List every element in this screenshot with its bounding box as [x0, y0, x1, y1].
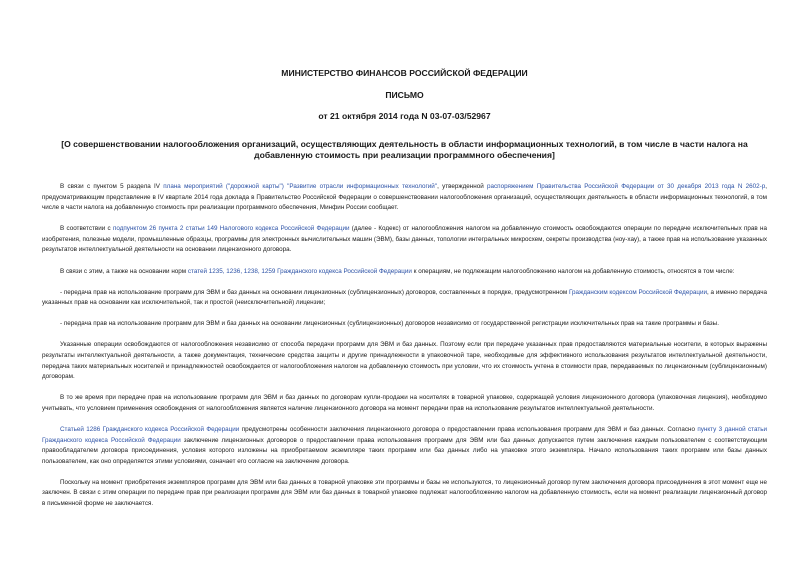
link-civil-code-articles[interactable]: статей 1235, 1236, 1238, 1259 Гражданского кодекса Российской Федерации: [187, 267, 412, 275]
paragraph-1: [42, 182, 767, 214]
paragraph-text: В связи с пунктом 5 раздела IV: [60, 183, 164, 190]
paragraph-2: [42, 224, 767, 256]
link-roadmap-plan[interactable]: плана мероприятий ("дорожной карты") "Развитие отрасли информационных технологий": [163, 183, 438, 190]
paragraph-8: [42, 425, 767, 467]
paragraph-7: В то же время при передаче прав на использование программ для ЭВМ и баз данных по договорам купли-продажи на носителях в товарной упаковке, содержащей условия лицензионного договора (упаковочная лицензия), необходимо учитывать, что условием применения освобождения от налогообложения является наличие лицензионного договора на момент передачи прав на использование результатов интеллектуальной деятельности.: [42, 394, 767, 412]
paragraph-text: - передача прав на использование программ для ЭВМ и баз данных на основании лицензионных (сублицензионных) договоров, составленных в порядке, предусмотренном: [60, 288, 569, 296]
paragraph-5: - передача прав на использование программ для ЭВМ и баз данных на основании лицензионных (сублицензионных) договоров независимо от государственной регистрации исключительных прав на такие программы и базы.: [60, 320, 719, 328]
paragraph-text: В соответствии с: [60, 225, 113, 233]
link-civil-code[interactable]: Гражданским кодексом Российской Федерации: [568, 288, 707, 296]
paragraph-text: , предусматривающим представление в IV квартале 2014 года доклада в Правительство Российской Федерации о совершенствовании налогообложения организаций, осуществляющих деятельность в области информационных технологий, в том числе в части налога на добавленную стоимость при реализации программного обеспечения, Минфин России сообщает.: [42, 183, 767, 212]
paragraph-9: Поскольку на момент приобретения экземпляров программ для ЭВМ или баз данных в товарной упаковке эти программы и базы не используются, то лицензионный договор путем заключения договора присоединения в этот момент еще не заключен. В связи с этим операции по передаче прав при реализации программ для ЭВМ или баз данных в товарной упаковке подлежат налогообложению налогом на добавленную стоимость, если на момент реализации лицензионный договор в письменной форме не заключается.: [42, 478, 767, 508]
paragraph-4: [42, 288, 767, 309]
paragraph-text: В связи с этим, а также на основании норм: [60, 267, 188, 275]
document-subject: [О совершенствовании налогообложения организаций, осуществляющих деятельность в области информационных технологий, в том числе в части налога на добавленную стоимость при реализации программного обеспечения]: [61, 139, 748, 160]
link-government-order[interactable]: распоряжением Правительства Российской Федерации от 30 декабря 2013 года N 2602-р: [487, 183, 766, 190]
ministry-heading: МИНИСТЕРСТВО ФИНАНСОВ РОССИЙСКОЙ ФЕДЕРАЦИИ: [281, 68, 528, 78]
paragraph-text: предусмотрены особенности заключения лицензионного договора о предоставлении права использования программ для ЭВМ и баз данных. Согласно: [239, 426, 698, 433]
document-date-number: от 21 октября 2014 года N 03-07-03/52967: [318, 111, 491, 121]
paragraph-6: Указанные операции освобождаются от налогообложения независимо от способа передачи программ для ЭВМ и баз данных. Поэтому если при передаче указанных прав предоставляются материальные носители, в которых выражены результаты интеллектуальной деятельности, а также документация, технические средства защиты и другие принадлежности в упаковочной таре, необходимые для эффективного использования результатов интеллектуальной деятельности, передача таких материальных носителей и принадлежностей освобождается от налогообложения налогом на добавленную стоимость при условии, что их стоимость учтена в стоимости прав, передаваемых по лицензионным (сублицензионным) договорам.: [42, 341, 767, 381]
document-type-heading: ПИСЬМО: [385, 90, 424, 100]
paragraph-text: , а именно передача указанных прав на основании как исключительной, так и простой (неисключительной) лицензии;: [42, 288, 768, 307]
link-article-1286-point-3[interactable]: пункту 3 данной статьи Гражданского кодекса Российской Федерации: [42, 426, 768, 444]
paragraph-text: заключение лицензионных договоров о предоставлении права использования программ для ЭВМ или баз данных допускается путем заключения каждым пользователем с соответствующим правообладателем договора присоединения, условия которого изложены на приобретаемом экземпляре таких программ или баз данных либо на упаковке этого экземпляра. Начало использования таких программ или базы данных пользователем, как оно определяется этими условиями, означает его согласие на заключение договора.: [42, 436, 767, 465]
paragraph-text: к операциям, не подлежащим налогообложению налогом на добавленную стоимость, относятся в том числе:: [411, 267, 735, 275]
link-civil-code-article-1286[interactable]: Статьей 1286 Гражданского кодекса Российской Федерации: [60, 426, 240, 433]
link-tax-code-article-149[interactable]: подпунктом 26 пункта 2 статьи 149 Налогового кодекса Российской Федерации: [112, 225, 350, 233]
paragraph-text: (далее - Кодекс) от налогообложения налогом на добавленную стоимость освобождаются операции по передаче исключительных прав на изобретения, полезные модели, промышленные образцы, программы для электронных вычислительных машин (ЭВМ), базы данных, топологии интегральных микросхем, секреты производства (ноу-хау), а также прав на использование указанных результатов интеллектуальной деятельности на основании лицензионного договора.: [42, 225, 768, 254]
paragraph-text: , утвержденной: [437, 183, 488, 190]
paragraph-3: [42, 267, 767, 278]
